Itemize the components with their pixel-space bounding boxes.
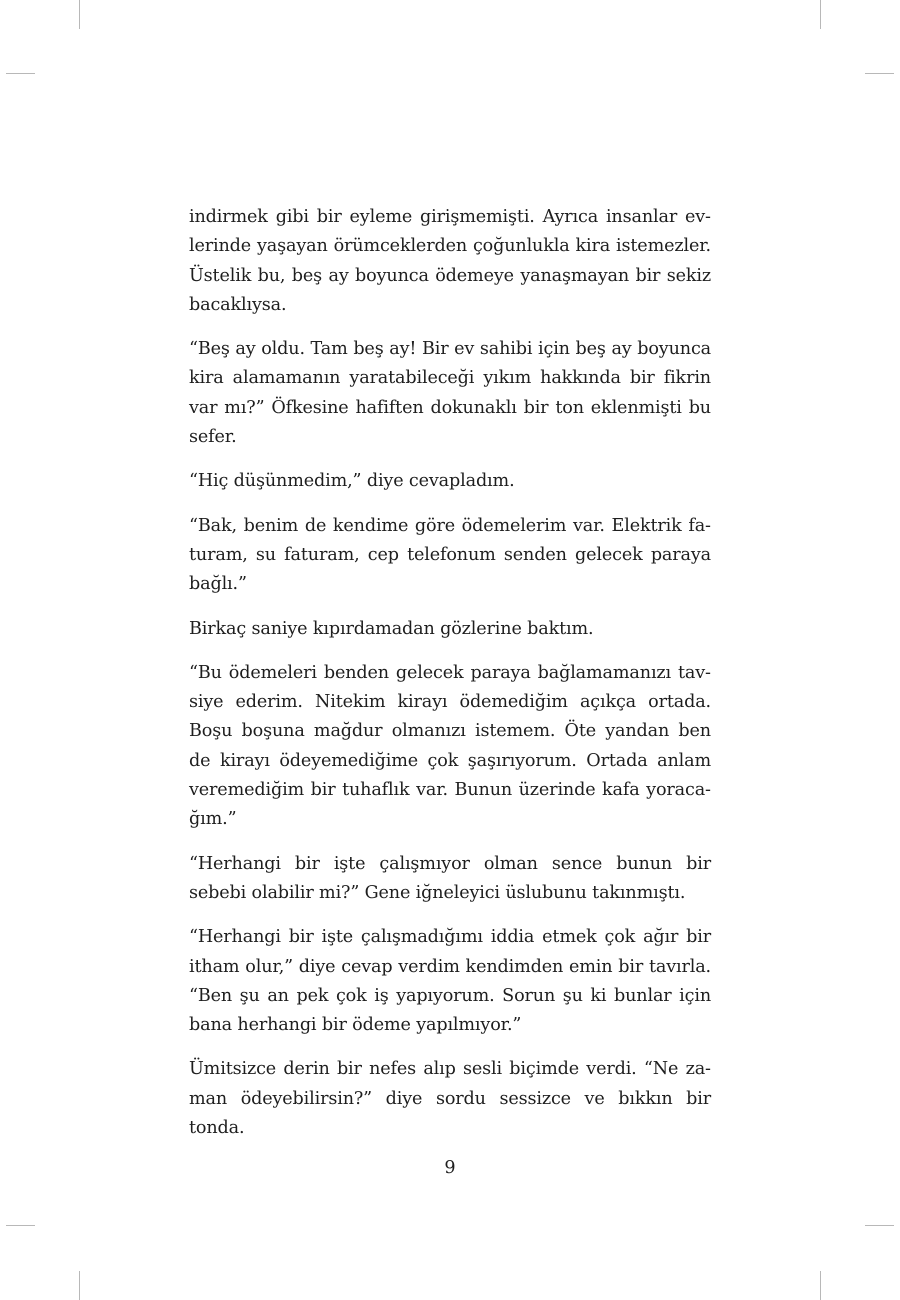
paragraph: “Bu ödemeleri benden gelecek paraya bağlamamanızı tavsiye ederim. Nitekim kirayı ödemediğim açıkça ortada. Boşu boşuna mağdur olmanızı istemem. Öte yandan ben de kirayı ödeyemediğime çok şaşırıyorum. Ortada anlam veremediğim bir tuhaflık var. Bunun üzerinde kafa yoracağım.” [189, 662, 711, 830]
paragraph: indirmek gibi bir eyleme girişmemişti. Ayrıca insanlar evlerinde yaşayan örümceklerden çoğunlukla kira istemezler. Üstelik bu, beş ay boyunca ödemeye yanaşmayan bir sekiz bacaklıysa. [189, 207, 711, 315]
crop-mark-top-right-vertical [820, 0, 821, 29]
paragraph: “Herhangi bir işte çalışmadığımı iddia etmek çok ağır bir itham olur,” diye cevap verdim kendimden emin bir tavırla. “Ben şu an pek çok iş yapıyorum. Sorun şu ki bunlar için bana herhangi bir ödeme yapılmıyor.” [189, 927, 711, 1036]
crop-mark-top-left-vertical [79, 0, 80, 29]
paragraph: “Beş ay oldu. Tam beş ay! Bir ev sahibi için beş ay boyunca kira alamamanın yaratabileceği yıkım hakkında bir fikrin var mı?” Öfkesine hafiften dokunaklı bir ton eklenmişti bu sefer. [189, 339, 711, 448]
paragraph: “Bak, benim de kendime göre ödemelerim var. Elektrik faturam, su faturam, cep telefonum senden gelecek paraya bağlı.” [189, 515, 711, 595]
page-number: 9 [444, 1158, 456, 1178]
crop-mark-bottom-right-horizontal [865, 1225, 894, 1226]
crop-mark-top-right-horizontal [865, 73, 894, 74]
body-text [189, 203, 711, 1158]
paragraph: Ümitsizce derin bir nefes alıp sesli biçimde verdi. “Ne zaman ödeyebilirsin?” diye sordu sessizce ve bıkkın bir tonda. [189, 1059, 711, 1139]
paragraph: “Herhangi bir işte çalışmıyor olman sence bunun bir sebebi olabilir mi?” Gene iğneleyici üslubunu takınmıştı. [189, 853, 711, 903]
crop-mark-top-left-horizontal [6, 73, 35, 74]
crop-mark-bottom-left-horizontal [6, 1225, 35, 1226]
paragraph: Birkaç saniye kıpırdamadan gözlerine baktım. [189, 618, 594, 639]
crop-mark-bottom-left-vertical [79, 1271, 80, 1300]
paragraph: “Hiç düşünmedim,” diye cevapladım. [189, 471, 515, 492]
crop-mark-bottom-right-vertical [820, 1271, 821, 1300]
